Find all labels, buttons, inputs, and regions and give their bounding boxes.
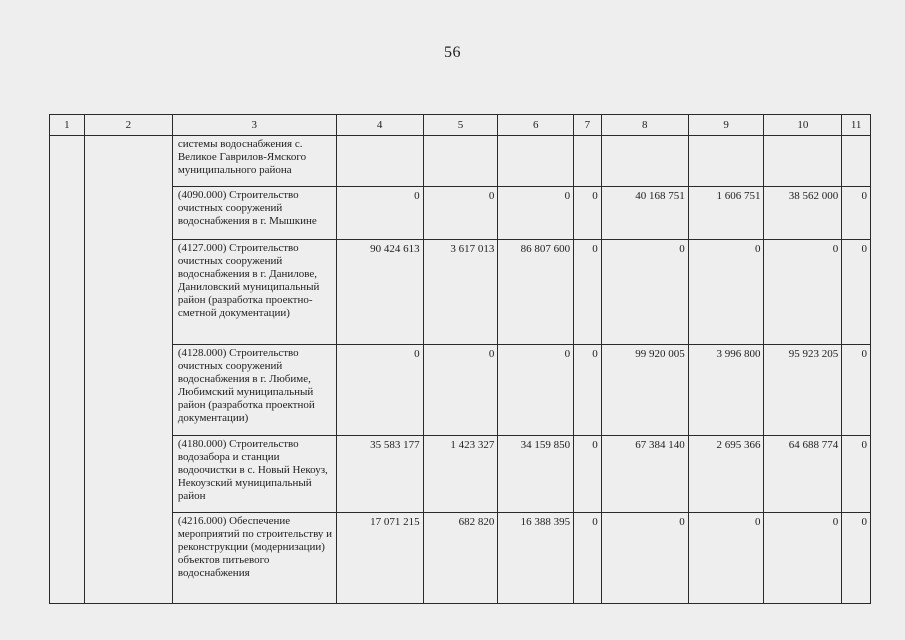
value-cell: 2 695 366 — [688, 436, 764, 513]
table-row — [50, 345, 871, 436]
value-cell — [688, 136, 764, 187]
column-header: 5 — [423, 115, 498, 136]
value-cell: 0 — [574, 436, 602, 513]
value-cell: 0 — [842, 513, 871, 604]
value-cell: 0 — [842, 436, 871, 513]
value-cell: 40 168 751 — [601, 187, 688, 240]
value-cell: 0 — [574, 187, 602, 240]
column-header: 6 — [498, 115, 574, 136]
value-cell: 34 159 850 — [498, 436, 574, 513]
page-number: 56 — [444, 44, 461, 61]
value-cell — [601, 136, 688, 187]
value-cell: 99 920 005 — [601, 345, 688, 436]
value-cell — [336, 136, 423, 187]
value-cell: 0 — [336, 345, 423, 436]
value-cell: 17 071 215 — [336, 513, 423, 604]
value-cell: 95 923 205 — [764, 345, 842, 436]
table-row — [50, 240, 871, 345]
value-cell: 0 — [336, 187, 423, 240]
header-row — [50, 115, 871, 136]
value-cell — [498, 136, 574, 187]
value-cell: 38 562 000 — [764, 187, 842, 240]
value-cell: 3 996 800 — [688, 345, 764, 436]
description-cell: системы водоснабжения с. Великое Гаврилов-Ямского муниципального района — [172, 136, 336, 187]
value-cell — [764, 136, 842, 187]
value-cell: 682 820 — [423, 513, 498, 604]
value-cell — [423, 136, 498, 187]
value-cell: 0 — [498, 345, 574, 436]
value-cell: 90 424 613 — [336, 240, 423, 345]
value-cell: 3 617 013 — [423, 240, 498, 345]
table-row — [50, 136, 871, 187]
value-cell: 0 — [601, 513, 688, 604]
description-cell: (4127.000) Строительство очистных сооружений водоснабжения в г. Данилове, Даниловский муниципальный район (разработка проектно-сметной документации) — [172, 240, 336, 345]
column-header: 4 — [336, 115, 423, 136]
value-cell: 0 — [688, 240, 764, 345]
value-cell: 0 — [498, 187, 574, 240]
column-1-cell — [50, 136, 85, 604]
value-cell: 0 — [764, 513, 842, 604]
value-cell: 35 583 177 — [336, 436, 423, 513]
column-header: 1 — [50, 115, 85, 136]
table-row — [50, 513, 871, 604]
value-cell: 0 — [842, 345, 871, 436]
description-cell: (4128.000) Строительство очистных сооружений водоснабжения в г. Любиме, Любимский муниципальный район (разработка проектной документации) — [172, 345, 336, 436]
value-cell: 16 388 395 — [498, 513, 574, 604]
value-cell: 0 — [688, 513, 764, 604]
value-cell: 0 — [842, 187, 871, 240]
value-cell: 1 423 327 — [423, 436, 498, 513]
table-row — [50, 436, 871, 513]
description-cell: (4090.000) Строительство очистных сооружений водоснабжения в г. Мышкине — [172, 187, 336, 240]
value-cell — [574, 136, 602, 187]
value-cell: 0 — [423, 187, 498, 240]
value-cell: 0 — [574, 240, 602, 345]
column-header: 2 — [84, 115, 172, 136]
column-header: 8 — [601, 115, 688, 136]
value-cell: 0 — [423, 345, 498, 436]
description-cell: (4216.000) Обеспечение мероприятий по строительству и реконструкции (модернизации) объектов питьевого водоснабжения — [172, 513, 336, 604]
description-cell: (4180.000) Строительство водозабора и станции водоочистки в с. Новый Некоуз, Некоузский муниципальный район — [172, 436, 336, 513]
column-header: 3 — [172, 115, 336, 136]
table-row — [50, 187, 871, 240]
value-cell: 86 807 600 — [498, 240, 574, 345]
value-cell: 67 384 140 — [601, 436, 688, 513]
value-cell: 0 — [574, 345, 602, 436]
value-cell: 0 — [764, 240, 842, 345]
budget-table — [49, 114, 871, 604]
value-cell: 1 606 751 — [688, 187, 764, 240]
column-2-cell — [84, 136, 172, 604]
column-header: 9 — [688, 115, 764, 136]
column-header: 11 — [842, 115, 871, 136]
value-cell: 0 — [601, 240, 688, 345]
column-header: 7 — [574, 115, 602, 136]
column-header: 10 — [764, 115, 842, 136]
value-cell: 0 — [842, 240, 871, 345]
value-cell: 0 — [574, 513, 602, 604]
value-cell — [842, 136, 871, 187]
value-cell: 64 688 774 — [764, 436, 842, 513]
